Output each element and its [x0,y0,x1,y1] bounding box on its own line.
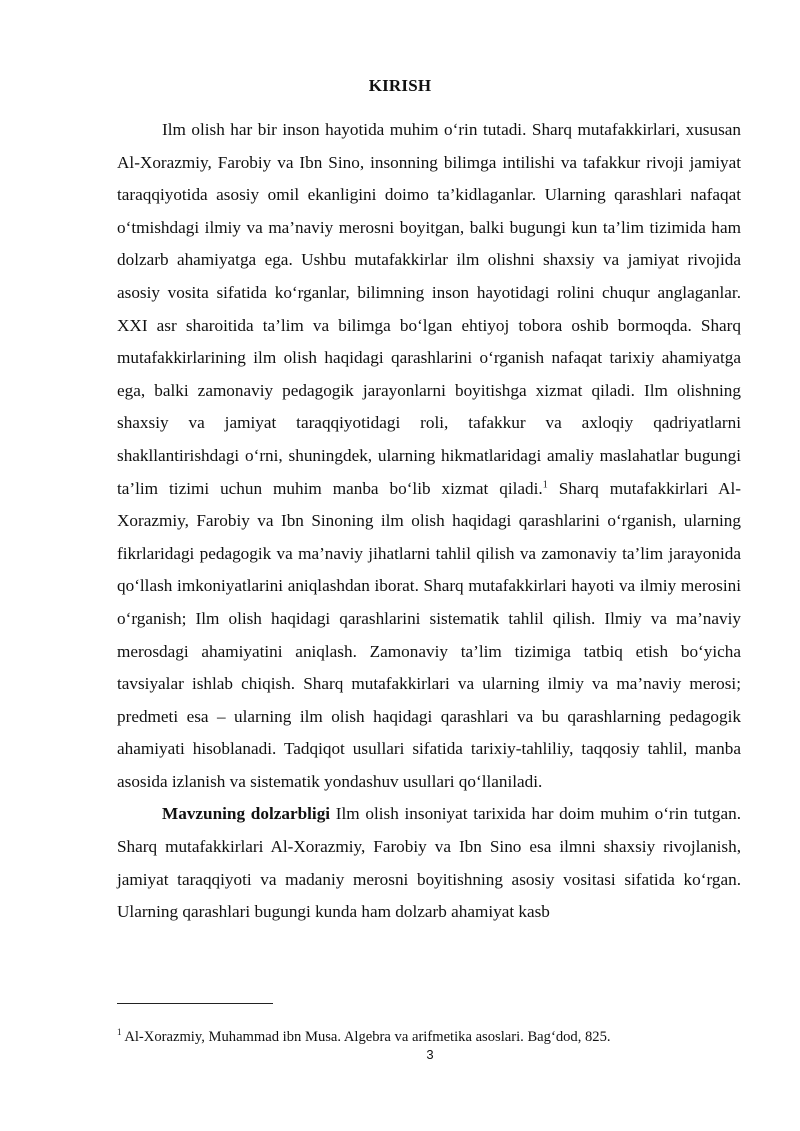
footnote-separator [117,1003,273,1004]
footnote-reference[interactable]: 1 [542,478,548,490]
section-title: KIRISH [368,76,432,95]
footnote-marker: 1 [117,1027,122,1038]
page-number: 3 [426,1047,434,1062]
relevance-heading: Mavzuning dolzarbligi [162,804,331,824]
body-text [117,114,741,929]
intro-text-part-1: Ilm olish har bir inson hayotida muhim o‘rin tutadi. Sharq mutafakkirlari, xususan Al-Xorazmiy, Farobiy va Ibn Sino, insonning bilimga intilishi va tafakkur rivoji jamiyat taraqqiyotida asosiy omil ekanligini doimo ta’kidlaganlar. Ularning qarashlari nafaqat o‘tmishdagi ilmiy va ma’naviy merosni boyitgan, balki bugungi kun ta’lim tizimida ham dolzarb ahamiyatga ega. Ushbu mutafakkirlar ilm olishni shaxsiy va jamiyat rivojida asosiy vosita sifatida ko‘rganlar, bilimning inson hayotidagi rolini chuqur anglaganlar. XXI asr sharoitida ta’lim va bilimga bo‘lgan ehtiyoj tobora oshib bormoqda. Sharq mutafakkirlarining ilm olish haqidagi qarashlarini o‘rganish nafaqat tarixiy ahamiyatga ega, balki zamonaviy pedagogik jarayonlarni boyitishga xizmat qiladi. Ilm olishning shaxsiy va jamiyat taraqqiyotidagi roli, tafakkur va axloqiy qadriyatlarni shakllantirishdagi o‘rni, shuningdek, ularning hikmatlaridagi amaliy maslahatlar bugungi ta’lim tizimi uchun muhim manba bo‘lib xizmat qiladi. [117,120,741,498]
footnote [117,1028,757,1046]
relevance-text: Ilm olish insoniyat tarixida har doim muhim o‘rin tutgan. Sharq mutafakkirlari Al-Xorazmiy, Farobiy va Ibn Sino esa ilmni shaxsiy rivojlanish, jamiyat taraqqiyoti va madaniy merosni boyitishning asosiy vositasi sifatida ko‘rgan. Ularning qarashlari bugungi kunda ham dolzarb ahamiyat kasb [117,804,741,922]
intro-text-part-2: Sharq mutafakkirlari Al-Xorazmiy, Farobiy va Ibn Sinoning ilm olish haqidagi qarashlarini o‘rganish, ularning fikrlaridagi pedagogik va ma’naviy jihatlarni tahlil qilish va zamonaviy ta’lim jarayonida qo‘llash imkoniyatlarini aniqlashdan iborat. Sharq mutafakkirlari hayoti va ilmiy merosini o‘rganish; Ilm olish haqidagi qarashlarini sistematik tahlil qilish. Ilmiy va ma’naviy merosdagi ahamiyatini aniqlash. Zamonaviy ta’lim tizimiga tatbiq etish bo‘yicha tavsiyalar ishlab chiqish. Sharq mutafakkirlari va ularning ilmiy va ma’naviy merosi; predmeti esa – ularning ilm olish haqidagi qarashlari va bu qarashlarning pedagogik ahamiyati hisoblanadi. Tadqiqot usullari sifatida tarixiy-tahliliy, taqqosiy tahlil, manba asosida izlanish va sistematik yondashuv usullari qo‘llaniladi. [117,478,741,791]
intro-paragraph [117,114,741,798]
relevance-paragraph [117,798,741,928]
footnote-text: Al-Xorazmiy, Muhammad ibn Musa. Algebra va arifmetika asoslari. Bag‘dod, 825. [121,1029,611,1045]
